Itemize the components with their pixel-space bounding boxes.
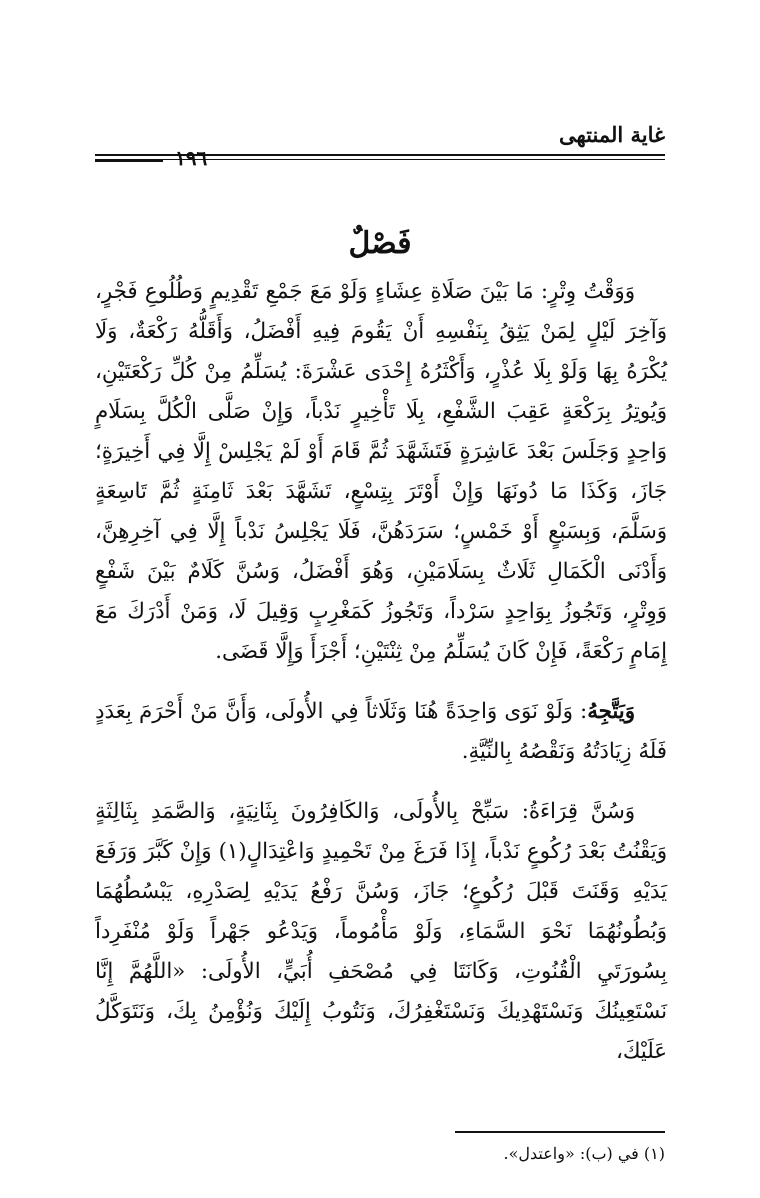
- section-heading: فَصْلٌ: [348, 226, 412, 261]
- page-number: ١٩٦: [175, 146, 208, 170]
- paragraph-2-text: : وَلَوْ نَوَى وَاحِدَةً هُنَا وَثَلَاثاً فِي الأُولَى، وَأَنَّ مَنْ أَحْرَمَ بِعَدَدٍ فَلَهُ زِيَادَتُهُ وَنَقْصُهُ بِالنِّيَّةِ.: [95, 699, 667, 764]
- page-number-rule: [95, 154, 163, 162]
- body-text: [95, 272, 667, 1092]
- page-number-block: [95, 146, 207, 170]
- footnote: (١) في (ب): «واعتدل».: [503, 1144, 665, 1163]
- paragraph-2-lead: وَيَتَّجِهُ: [587, 699, 635, 724]
- book-title: غاية المنتهى: [558, 122, 665, 147]
- footnote-rule: [455, 1131, 665, 1133]
- paragraph-1: وَوَقْتُ وِتْرٍ: مَا بَيْنَ صَلَاةِ عِشَاءٍ وَلَوْ مَعَ جَمْعِ تَقْدِيمٍ وَطُلُوعِ فَجْرٍ، وَآخِرَ لَيْلٍ لِمَنْ يَثِقُ بِنَفْسِهِ أَنْ يَقُومَ فِيهِ أَفْضَلُ، وَأَقَلُّهُ رَكْعَةٌ، وَلَا يُكْرَهُ بِهَا وَلَوْ بِلَا عُذْرٍ، وَأَكْثَرُهُ إِحْدَى عَشْرَةَ: يُسَلِّمُ مِنْ كُلِّ رَكْعَتَيْنِ، وَيُوتِرُ بِرَكْعَةٍ عَقِبَ الشَّفْعِ، بِلَا تَأْخِيرٍ نَدْباً، وَإِنْ صَلَّى الْكُلَّ بِسَلَامٍ وَاحِدٍ وَجَلَسَ بَعْدَ عَاشِرَةٍ فَتَشَهَّدَ ثُمَّ قَامَ أَوْ لَمْ يَجْلِسْ إِلَّا فِي أَخِيرَةٍ؛ جَازَ، وَكَذَا مَا دُونَهَا وَإِنْ أَوْتَرَ بِتِسْعٍ، تَشَهَّدَ بَعْدَ ثَامِنَةٍ ثُمَّ تَاسِعَةٍ وَسَلَّمَ، وَبِسَبْعٍ أَوْ خَمْسٍ؛ سَرَدَهُنَّ، فَلَا يَجْلِسُ نَدْباً إِلَّا فِي آخِرِهِنَّ، وَأَدْنَى الْكَمَالِ ثَلَاثٌ بِسَلَامَيْنِ، وَهُوَ أَفْضَلُ، وَسُنَّ كَلَامٌ بَيْنَ شَفْعٍ وَوِتْرٍ، وَتَجُوزُ بِوَاحِدٍ سَرْداً، وَتَجُوزُ كَمَغْرِبٍ وَقِيلَ لَا، وَمَنْ أَدْرَكَ مَعَ إِمَامٍ رَكْعَةً، فَإِنْ كَانَ يُسَلِّمُ مِنْ ثِنْتَيْنِ؛ أَجْزَأَ وَإِلَّا قَضَى.: [95, 279, 667, 664]
- paragraph-3: وَسُنَّ قِرَاءَةُ: سَبِّحْ بِالأُولَى، وَالكَافِرُونَ بِثَانِيَةٍ، وَالصَّمَدِ بِثَالِثَةٍ وَيَقْنُتُ بَعْدَ رُكُوعٍ نَدْباً، إِذَا فَرَغَ مِنْ تَحْمِيدٍ وَاعْتِدَالٍ(١) وَإِنْ كَبَّرَ وَرَفَعَ يَدَيْهِ وَقَنَتَ قَبْلَ رُكُوعٍ؛ جَازَ، وَسُنَّ رَفْعُ يَدَيْهِ لِصَدْرِهِ، يَبْسُطُهُمَا وَبُطُونُهُمَا نَحْوَ السَّمَاءِ، وَلَوْ مَأْمُوماً، وَيَدْعُو جَهْراً وَلَوْ مُنْفَرِداً بِسُورَتَيِ الْقُنُوتِ، وَكَانَتَا فِي مُصْحَفِ أُبَيٍّ، الأُولَى: «اللَّهُمَّ إِنَّا نَسْتَعِينُكَ وَنَسْتَهْدِيكَ وَنَسْتَغْفِرُكَ، وَنَتُوبُ إِلَيْكَ وَنُؤْمِنُ بِكَ، وَنَتَوَكَّلُ عَلَيْكَ،: [95, 799, 667, 1064]
- paragraph-2: [95, 692, 667, 772]
